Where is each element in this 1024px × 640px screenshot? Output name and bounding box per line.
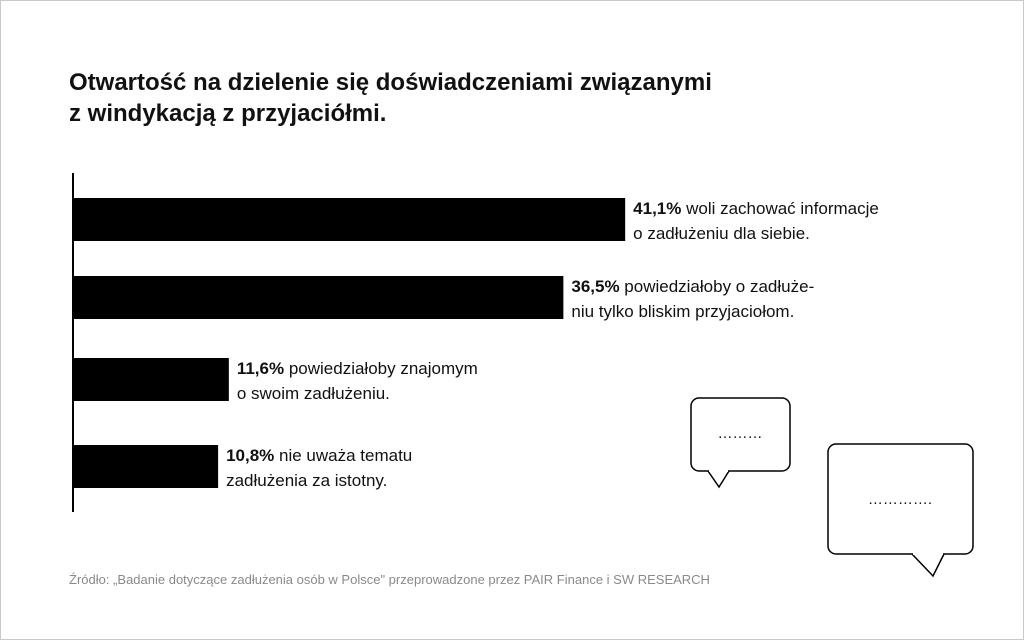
bar-4	[73, 445, 218, 488]
chart-title-line-2: z windykacją z przyjaciółmi.	[69, 100, 387, 127]
bar-value-label-4: 10,8%	[226, 446, 275, 465]
bar-label-line-1: woli zachować informacje	[681, 199, 879, 218]
bar-label-line-2: niu tylko bliskim przyjaciołom.	[571, 302, 795, 321]
bar-value-label-1: 41,1%	[633, 199, 682, 218]
speech-bubble-tail	[708, 471, 729, 487]
speech-bubble-dots: ………	[717, 425, 763, 442]
bar-chart	[1, 1, 1023, 639]
bar-label-line-1: powiedziałoby znajomym	[284, 359, 478, 378]
bar-label-line-2: zadłużenia za istotny.	[226, 471, 388, 490]
bar-1	[73, 198, 625, 241]
bar-label-1	[633, 199, 879, 243]
bar-label-line-1: powiedziałoby o zadłuże-	[619, 277, 815, 296]
bar-label-line-1: nie uważa tematu	[274, 446, 413, 465]
bar-2	[73, 276, 563, 319]
speech-bubble-tail	[912, 554, 944, 576]
speech-bubble-dots: ………….	[867, 491, 933, 508]
bar-label-2	[571, 277, 814, 321]
bar-label-line-2: o zadłużeniu dla siebie.	[633, 224, 810, 243]
bar-label-3	[237, 359, 478, 403]
chart-title-line-1: Otwartość na dzielenie się doświadczeniami związanymi	[69, 69, 712, 96]
bar-label-line-2: o swoim zadłużeniu.	[236, 384, 390, 403]
bar-value-label-3: 11,6%	[236, 359, 285, 378]
bar-3	[73, 358, 229, 401]
bar-value-label-2: 36,5%	[571, 277, 620, 296]
bar-label-4	[226, 446, 412, 490]
speech-bubble-icon	[691, 398, 790, 487]
speech-bubble-icon	[828, 444, 973, 576]
source-note: Źródło: „Badanie dotyczące zadłużenia osób w Polsce" przeprowadzone przez PAIR Finance i SW RESEARCH	[69, 572, 710, 587]
